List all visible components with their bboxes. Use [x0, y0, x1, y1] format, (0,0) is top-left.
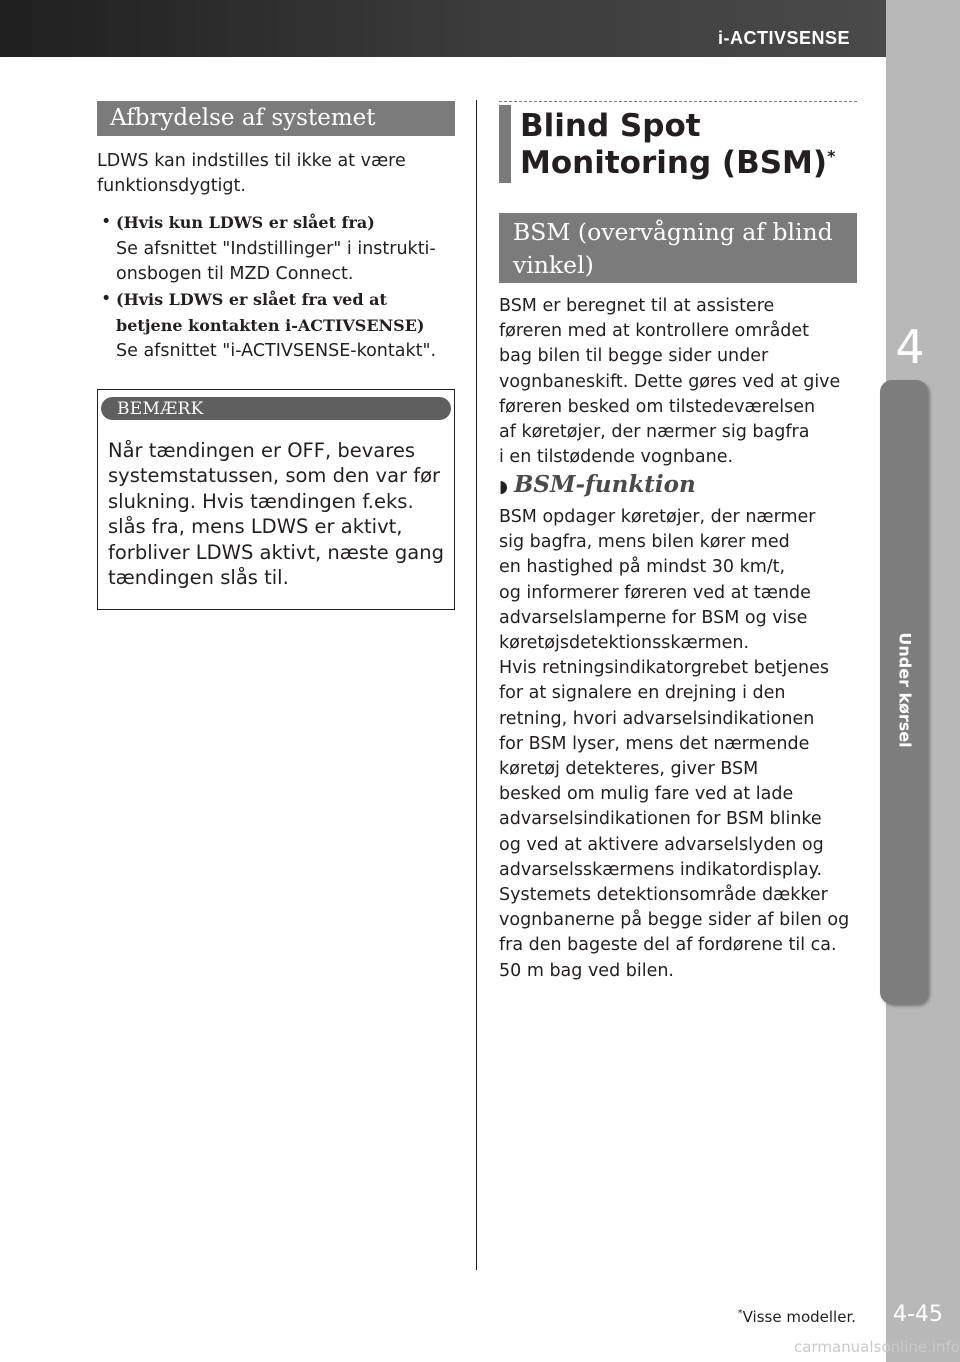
page-number: 4-45	[893, 1302, 943, 1327]
bullet-icon: •	[101, 212, 112, 233]
main-heading	[499, 105, 857, 183]
list-item-text: Se afsnittet "i-ACTIVSENSE-kontakt".	[116, 341, 437, 362]
note-label-pill	[101, 397, 451, 420]
list-item	[101, 210, 455, 287]
list-item-text: Se afsnittet "Indstillinger" i instrukti-onsbogen til MZD Connect.	[116, 238, 436, 284]
left-column	[97, 101, 455, 610]
function-paragraph	[499, 505, 857, 984]
footnote-text: Visse modeller.	[742, 1308, 856, 1326]
divider-line	[499, 101, 857, 102]
note-box	[97, 389, 455, 610]
note-label: BEMÆRK	[117, 398, 204, 419]
footnote	[738, 1308, 856, 1326]
section-heading: Afbrydelse af systemet	[97, 101, 455, 136]
section-title: i-ACTIVSENSE	[717, 28, 850, 48]
list-item-title: (Hvis LDWS er slået fra ved at betjene kontakten i-ACTIVSENSE)	[116, 290, 425, 336]
list-item	[101, 287, 455, 365]
watermark: carmanualsonline.info	[794, 1338, 960, 1356]
chapter-tab-label: Under kørsel	[895, 632, 915, 748]
intro-text: BSM er beregnet til at assistere føreren med at kontrollere området bag bilen til begge sider under vognbaneskift. Dette gøres ved at give føreren besked om tilstedeværelsen af køretøjer, der nærmer sig bagfra i en tilstødende vognbane.	[499, 296, 841, 468]
intro-paragraph: LDWS kan indstilles til ikke at være funktionsdygtigt.	[97, 151, 406, 197]
footnote-marker: *	[827, 146, 836, 166]
list-item-title: (Hvis kun LDWS er slået fra)	[116, 213, 375, 233]
bullet-list	[97, 210, 455, 364]
intro-paragraph	[499, 294, 857, 470]
column-divider	[476, 100, 477, 1270]
page-title-text: Blind Spot Monitoring (BSM)	[520, 108, 828, 181]
note-text: Når tændingen er OFF, bevares systemstatussen, som den var før slukning. Hvis tændingen f.eks. slås fra, mens LDWS er aktivt, forbliver LDWS aktivt, næste gang tændingen slås til.	[108, 438, 444, 590]
function-heading	[499, 471, 857, 498]
bullet-icon: •	[101, 289, 112, 310]
function-heading-text: BSM-funktion	[513, 471, 696, 498]
subsection-heading: BSM (overvågning af blind vinkel)	[499, 213, 857, 283]
chapter-number: 4	[895, 320, 925, 374]
footnote-mark: *	[737, 1308, 743, 1319]
function-text: BSM opdager køretøjer, der nærmer sig bagfra, mens bilen kører med en hastighed på mindst 30 km/t, og informerer føreren ved at tænde advarselslamperne for BSM og vise køretøjsdetektionsskærmen. Hvis retningsindikatorgrebet betjenes for at signalere en drejning i den retning, hvori advarselsindikationen for BSM lyser, mens det nærmende køretøj detekteres, giver BSM besked om mulig fare ved at lade advarselsindikationen for BSM blinke og ved at aktivere advarselslyden og advarselsskærmens indikatordisplay. Systemets detektionsområde dækker vognbanerne på begge sider af bilen og fra den bageste del af fordørene til ca. 50 m bag ved bilen.	[499, 507, 850, 981]
heading-accent-bar	[499, 105, 511, 183]
page-title	[520, 108, 857, 182]
section-marker-icon: ◗	[499, 477, 508, 497]
